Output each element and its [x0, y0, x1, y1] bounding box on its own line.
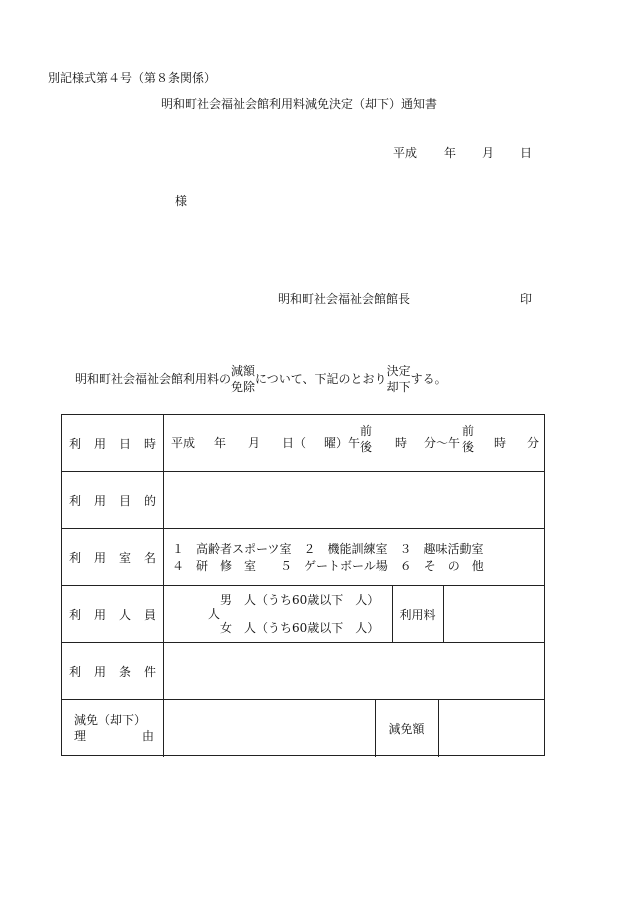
start-ampm: 前 後 [360, 424, 373, 455]
room-options-line2: ４ 研 修 室 ５ ゲートボール場 ６ そ の 他 [172, 559, 484, 573]
date-month: 月 [482, 146, 495, 160]
choice-exemption: 免除 [231, 380, 256, 395]
room-name-label: 利用室名 [62, 529, 164, 585]
document-title: 明和町社会福祉会館利用料減免決定（却下）通知書 [161, 97, 438, 111]
reduction-reason-label: 減免（却下） 理 由 [62, 700, 164, 757]
date-era: 平成 [393, 146, 418, 160]
reduction-amount-label: 減免額 [388, 722, 425, 736]
choice-decision: 決定 [386, 364, 411, 378]
choice-rejection: 却下 [386, 380, 411, 395]
room-name-row [62, 529, 544, 586]
usage-table [61, 414, 545, 756]
date-year: 年 [444, 146, 457, 160]
room-options-line1: １ 高齢者スポーツ室 ２ 機能訓練室 ３ 趣味活動室 [172, 542, 484, 556]
total-count: 人 [208, 607, 221, 621]
usage-people-label: 利用人員 [62, 586, 164, 642]
start-hour: 時 [395, 436, 408, 450]
usage-conditions-label: 利用条件 [62, 643, 164, 699]
usage-year: 年 [214, 436, 227, 450]
usage-conditions-field[interactable] [164, 643, 544, 699]
usage-conditions-row [62, 643, 544, 700]
usage-datetime-label: 利用日時 [62, 415, 164, 471]
reduction-amount-field[interactable] [438, 700, 544, 757]
sentence-middle: について、下記のとおり [255, 372, 387, 387]
seal-mark: 印 [520, 292, 533, 306]
date-day: 日 [520, 146, 533, 160]
issuer-name: 明和町社会福祉会館館長 [278, 292, 411, 306]
recipient-honorific: 様 [175, 194, 188, 208]
form-number: 別記様式第４号（第８条関係） [48, 71, 217, 85]
female-count: 女 人（うち60歳以下 人） [220, 621, 380, 635]
sentence-suffix: する。 [410, 372, 447, 387]
usage-purpose-label: 利用目的 [62, 472, 164, 528]
male-count: 男 人（うち60歳以下 人） [220, 593, 380, 607]
usage-era: 平成 [171, 436, 196, 450]
usage-datetime-row [62, 415, 544, 472]
reduction-exemption-choice [231, 363, 255, 395]
decision-rejection-choice [387, 363, 411, 395]
usage-weekday: 曜）午 [324, 436, 361, 450]
reduction-reason-field[interactable] [164, 700, 375, 757]
end-minute: 分 [527, 436, 540, 450]
reduction-reason-row [62, 700, 544, 757]
usage-purpose-field[interactable] [164, 472, 544, 528]
usage-fee-field[interactable] [443, 586, 544, 642]
choice-reduction: 減額 [231, 364, 256, 378]
start-minute-to: 分〜午 [424, 436, 461, 450]
end-ampm: 前 後 [462, 424, 475, 455]
usage-month: 月 [248, 436, 261, 450]
end-hour: 時 [494, 436, 507, 450]
notice-sentence [75, 363, 447, 395]
usage-fee-label: 利用料 [399, 607, 436, 622]
usage-purpose-row [62, 472, 544, 529]
sentence-prefix: 明和町社会福祉会館利用料の [75, 372, 232, 387]
usage-day: 日（ [282, 436, 307, 450]
usage-people-row [62, 586, 544, 643]
